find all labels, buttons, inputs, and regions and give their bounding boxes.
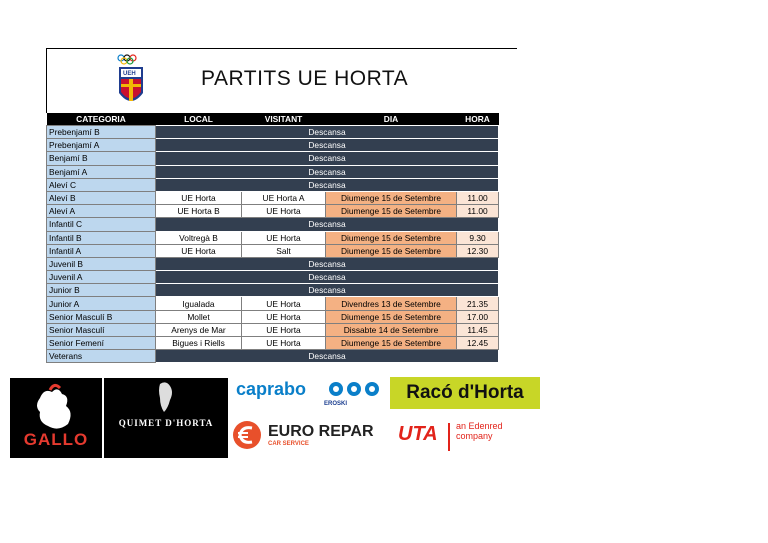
- caprabo-dots-icon: [328, 380, 384, 398]
- visitor-team-cell: UE Horta: [242, 337, 326, 350]
- uta-logo: [398, 417, 538, 457]
- caprabo-logo: [234, 376, 384, 410]
- euro-repar-logo: [232, 418, 384, 452]
- crest-text: UEH: [123, 71, 136, 77]
- club-crest-logo: [115, 53, 147, 111]
- visitor-team-cell: UE Horta: [242, 297, 326, 310]
- euro-repar-icon: [232, 420, 264, 450]
- table-row: [47, 126, 499, 139]
- category-cell: Infantil C: [47, 218, 156, 231]
- category-cell: Prebenjamí B: [47, 126, 156, 139]
- document-page: [46, 48, 516, 363]
- visitor-team-cell: UE Horta A: [242, 191, 326, 204]
- visitor-team-cell: UE Horta: [242, 310, 326, 323]
- hour-cell: 17.00: [457, 310, 499, 323]
- category-cell: Senior Masculí B: [47, 310, 156, 323]
- table-row: [47, 191, 499, 204]
- table-row: [47, 218, 499, 231]
- day-cell: Diumenge 15 de Setembre: [326, 244, 457, 257]
- column-header-category: CATEGORIA: [47, 113, 156, 126]
- gallo-text: GALLO: [23, 430, 89, 449]
- matches-table: [46, 113, 499, 363]
- table-row: [47, 323, 499, 336]
- gallo-logo: [10, 378, 102, 458]
- category-cell: Junior B: [47, 284, 156, 297]
- visitor-team-cell: Salt: [242, 244, 326, 257]
- table-row: [47, 284, 499, 297]
- visitor-team-cell: UE Horta: [242, 205, 326, 218]
- local-team-cell: Mollet: [156, 310, 242, 323]
- table-row: [47, 271, 499, 284]
- category-cell: Aleví C: [47, 178, 156, 191]
- visitor-team-cell: UE Horta: [242, 323, 326, 336]
- rest-cell: Descansa: [156, 218, 499, 231]
- caprabo-text: caprabo: [236, 379, 307, 399]
- raco-logo: [390, 377, 540, 409]
- uta-tagline: an Edenred company: [456, 421, 503, 441]
- rest-cell: Descansa: [156, 165, 499, 178]
- table-row: [47, 297, 499, 310]
- category-cell: Benjamí B: [47, 152, 156, 165]
- visitor-team-cell: UE Horta: [242, 231, 326, 244]
- table-row: [47, 152, 499, 165]
- local-team-cell: UE Horta: [156, 191, 242, 204]
- table-row: [47, 257, 499, 270]
- category-cell: Aleví A: [47, 205, 156, 218]
- table-row: [47, 231, 499, 244]
- local-team-cell: Arenys de Mar: [156, 323, 242, 336]
- local-team-cell: UE Horta B: [156, 205, 242, 218]
- euro-repar-text: EURO REPAR: [268, 423, 374, 440]
- rest-cell: Descansa: [156, 139, 499, 152]
- category-cell: Veterans: [47, 350, 156, 363]
- hour-cell: 11.00: [457, 191, 499, 204]
- category-cell: Juvenil A: [47, 271, 156, 284]
- hour-cell: 9.30: [457, 231, 499, 244]
- category-cell: Benjamí A: [47, 165, 156, 178]
- euro-repar-subtext: CAR SERVICE: [268, 441, 309, 447]
- local-team-cell: UE Horta: [156, 244, 242, 257]
- raco-text: Racó d'Horta: [406, 382, 524, 403]
- rest-cell: Descansa: [156, 126, 499, 139]
- quimet-logo: [104, 378, 228, 458]
- rooster-icon: [10, 378, 102, 438]
- eroski-text: EROSKI: [324, 401, 348, 407]
- rest-cell: Descansa: [156, 271, 499, 284]
- document-header: [46, 48, 516, 113]
- day-cell: Divendres 13 de Setembre: [326, 297, 457, 310]
- uta-text: UTA: [398, 423, 438, 445]
- category-cell: Infantil A: [47, 244, 156, 257]
- table-row: [47, 350, 499, 363]
- hour-cell: 21.35: [457, 297, 499, 310]
- rest-cell: Descansa: [156, 257, 499, 270]
- figure-icon: [104, 378, 228, 418]
- rest-cell: Descansa: [156, 350, 499, 363]
- table-row: [47, 337, 499, 350]
- day-cell: Diumenge 15 de Setembre: [326, 310, 457, 323]
- column-header-visitor: VISITANT: [242, 113, 326, 126]
- category-cell: Infantil B: [47, 231, 156, 244]
- hour-cell: 12.30: [457, 244, 499, 257]
- local-team-cell: Voltregà B: [156, 231, 242, 244]
- category-cell: Senior Femení: [47, 337, 156, 350]
- column-header-day: DIA: [326, 113, 457, 126]
- local-team-cell: Bigues i Riells: [156, 337, 242, 350]
- category-cell: Junior A: [47, 297, 156, 310]
- quimet-text: QUIMET D'HORTA: [118, 418, 214, 428]
- table-header-row: [47, 113, 499, 126]
- category-cell: Juvenil B: [47, 257, 156, 270]
- rest-cell: Descansa: [156, 284, 499, 297]
- day-cell: Diumenge 15 de Setembre: [326, 205, 457, 218]
- local-team-cell: Igualada: [156, 297, 242, 310]
- category-cell: Senior Masculí: [47, 323, 156, 336]
- day-cell: Diumenge 15 de Setembre: [326, 231, 457, 244]
- day-cell: Dissabte 14 de Setembre: [326, 323, 457, 336]
- hour-cell: 11.00: [457, 205, 499, 218]
- table-row: [47, 205, 499, 218]
- category-cell: Prebenjamí A: [47, 139, 156, 152]
- hour-cell: 11.45: [457, 323, 499, 336]
- table-row: [47, 244, 499, 257]
- table-row: [47, 139, 499, 152]
- day-cell: Diumenge 15 de Setembre: [326, 191, 457, 204]
- day-cell: Diumenge 15 de Setembre: [326, 337, 457, 350]
- column-header-hour: HORA: [457, 113, 499, 126]
- table-body: [47, 126, 499, 363]
- rest-cell: Descansa: [156, 152, 499, 165]
- hour-cell: 12.45: [457, 337, 499, 350]
- table-row: [47, 178, 499, 191]
- column-header-local: LOCAL: [156, 113, 242, 126]
- page-title: PARTITS UE HORTA: [201, 67, 409, 90]
- table-row: [47, 310, 499, 323]
- category-cell: Aleví B: [47, 191, 156, 204]
- table-row: [47, 165, 499, 178]
- rest-cell: Descansa: [156, 178, 499, 191]
